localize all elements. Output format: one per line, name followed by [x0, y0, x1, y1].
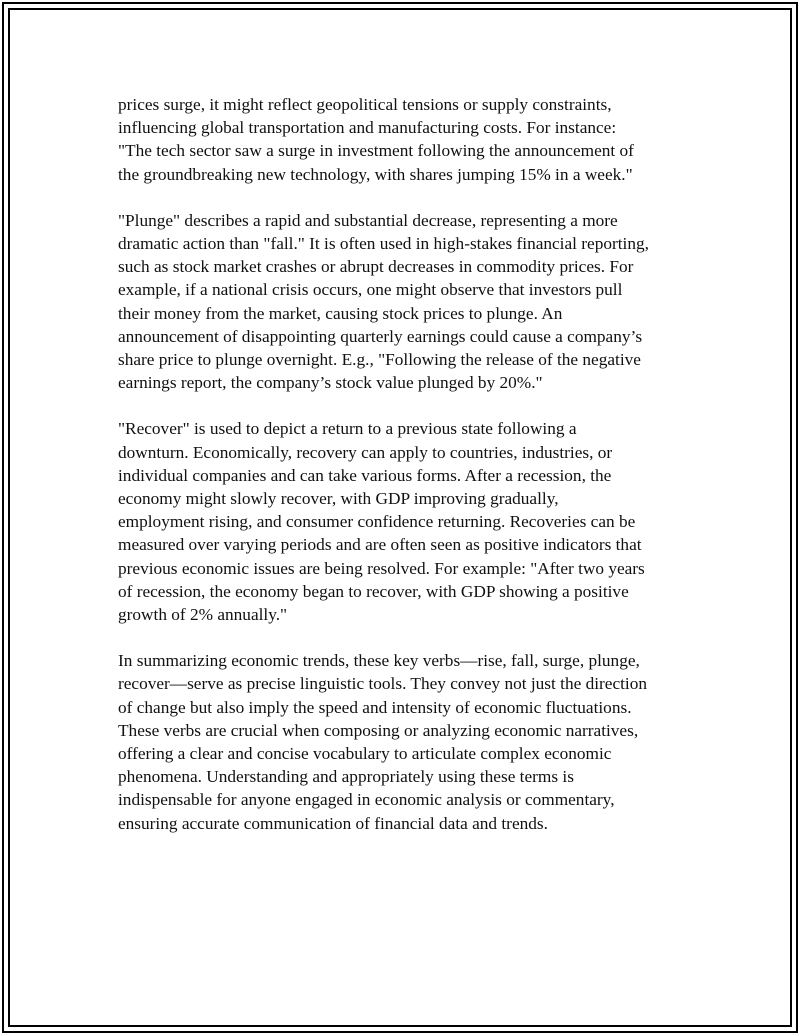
- paragraph-summary: In summarizing economic trends, these key verbs—rise, fall, surge, plunge, recover—serve as precise linguistic tools. They convey not just the direction of change but also imply the speed and intensity of economic fluctuations. These verbs are crucial when composing or analyzing economic narratives, offering a clear and concise vocabulary to articulate complex economic phenomena. Understanding and appropriately using these terms is indispensable for anyone engaged in economic analysis or commentary, ensuring accurate communication of financial data and trends.: [118, 651, 648, 833]
- document-body: [118, 93, 698, 858]
- paragraph-surge-continuation: prices surge, it might reflect geopolitical tensions or supply constraints, influencing global transportation and manufacturing costs. For instance: "The tech sector saw a surge in investment following the announcement of the groundbreaking new technology, with shares jumping 15% in a week.": [118, 95, 634, 184]
- paragraph-plunge: "Plunge" describes a rapid and substantial decrease, representing a more dramatic action than "fall." It is often used in high-stakes financial reporting, such as stock market crashes or abrupt decreases in commodity prices. For example, if a national crisis occurs, one might observe that investors pull their money from the market, causing stock prices to plunge. An announcement of disappointing quarterly earnings could cause a company’s share price to plunge overnight. E.g., "Following the release of the negative earnings report, the company’s stock value plunged by 20%.": [118, 210, 649, 393]
- paragraph-recover: "Recover" is used to depict a return to a previous state following a downturn. Economically, recovery can apply to countries, industries, or individual companies and can take various forms. After a recession, the economy might slowly recover, with GDP improving gradually, employment rising, and consumer confidence returning. Recoveries can be measured over varying periods and are often seen as positive indicators that previous economic issues are being resolved. For example: "After two years of recession, the economy began to recover, with GDP showing a positive growth of 2% annually.": [118, 419, 645, 625]
